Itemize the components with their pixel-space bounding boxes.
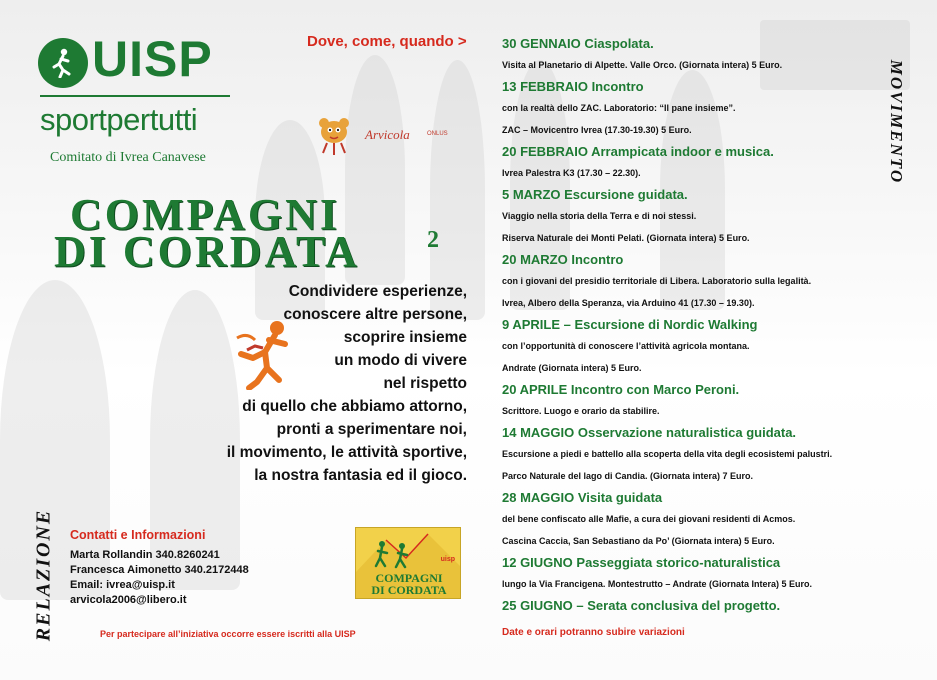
title-line-1: COMPAGNI	[70, 190, 341, 239]
schedule-event	[502, 488, 932, 552]
event-title: 12 GIUGNO Passeggiata storico-naturalistica	[502, 555, 781, 570]
schedule-heading: Dove, come, quando >	[307, 33, 467, 50]
uisp-logo-icon	[38, 38, 88, 88]
schedule-event	[502, 423, 932, 487]
event-title: 14 MAGGIO Osservazione naturalistica guidata.	[502, 425, 797, 440]
side-word-relazione: RELAZIONE	[32, 508, 55, 642]
intro-line: di quello che abbiamo attorno,	[242, 398, 467, 415]
contacts-title: Contatti e Informazioni	[70, 528, 206, 542]
contact-email[interactable]: Email: ivrea@uisp.it	[70, 579, 175, 591]
event-title: 20 FEBBRAIO Arrampicata indoor e musica.	[502, 144, 774, 159]
event-detail: con la realtà dello ZAC. Laboratorio: “Il pane insieme”.	[502, 103, 736, 113]
event-detail: lungo la Via Francigena. Montestrutto – Andrate (Giornata Intera) 5 Euro.	[502, 579, 813, 589]
intro-line: la nostra fantasia ed il gioco.	[254, 467, 467, 484]
intro-line: conoscere altre persone,	[283, 306, 467, 323]
event-detail: Riserva Naturale dei Monti Pelati. (Giornata intera) 5 Euro.	[502, 233, 750, 243]
intro-line: nel rispetto	[383, 375, 467, 392]
schedule-event	[502, 142, 932, 184]
badge-uisp: uisp	[440, 556, 455, 563]
event-title: 30 GENNAIO Ciaspolata.	[502, 36, 654, 51]
membership-note: Per partecipare all’iniziativa occorre essere iscritti alla UISP	[100, 629, 356, 639]
schedule-event	[502, 596, 932, 616]
event-detail: Ivrea Palestra K3 (17.30 – 22.30).	[502, 168, 641, 178]
arvicola-onlus: ONLUS	[427, 131, 448, 137]
contact-phone: Francesca Aimonetto 340.2172448	[70, 564, 249, 576]
contact-email[interactable]: arvicola2006@libero.it	[70, 594, 187, 606]
schedule-list	[502, 34, 932, 617]
schedule-event	[502, 185, 932, 249]
event-detail: Escursione a piedi e battello alla scoperta della vita degli ecosistemi palustri.	[502, 449, 833, 459]
event-detail: con l’opportunità di conoscere l’attività agricola montana.	[502, 341, 750, 351]
intro-text	[187, 280, 467, 487]
schedule-note: Date e orari potranno subire variazioni	[502, 627, 685, 638]
event-title: 28 MAGGIO Visita guidata	[502, 490, 663, 505]
project-badge	[355, 527, 461, 599]
event-title: 20 MARZO Incontro	[502, 252, 624, 267]
arvicola-logo	[315, 117, 460, 162]
logo-uisp-text: UISP	[92, 31, 213, 87]
event-title: 25 GIUGNO – Serata conclusiva del progetto.	[502, 598, 781, 613]
event-title: 5 MARZO Escursione guidata.	[502, 187, 688, 202]
event-detail: Cascina Caccia, San Sebastiano da Po’ (Giornata intera) 5 Euro.	[502, 536, 775, 546]
intro-line: scoprire insieme	[343, 329, 467, 346]
arvicola-name: Arvicola	[365, 127, 410, 142]
logo-divider	[40, 95, 230, 97]
intro-line: il movimento, le attività sportive,	[226, 444, 467, 461]
event-title: 13 FEBBRAIO Incontro	[502, 79, 644, 94]
event-detail: Viaggio nella storia della Terra e di noi stessi.	[502, 211, 697, 221]
schedule-event	[502, 315, 932, 379]
title-line-2: DI CORDATA	[54, 227, 360, 276]
logo-comitato: Comitato di Ivrea Canavese	[50, 150, 206, 165]
badge-text	[360, 572, 458, 596]
event-detail: Parco Naturale del lago di Candia. (Giornata intera) 7 Euro.	[502, 471, 754, 481]
event-detail: ZAC – Movicentro Ivrea (17.30-19.30) 5 Euro.	[502, 125, 692, 135]
schedule-event	[502, 77, 932, 141]
event-detail: Andrate (Giornata intera) 5 Euro.	[502, 363, 642, 373]
event-detail: del bene confiscato alle Mafie, a cura dei giovani residenti di Acmos.	[502, 514, 796, 524]
event-detail: Visita al Planetario di Alpette. Valle Orco. (Giornata intera) 5 Euro.	[502, 60, 783, 70]
schedule-event	[502, 553, 932, 595]
event-detail: Ivrea, Albero della Speranza, via Arduino 41 (17.30 – 19.30).	[502, 298, 755, 308]
runner-icon	[50, 48, 74, 78]
intro-line: pronti a sperimentare noi,	[276, 421, 467, 438]
title-superscript: 2	[427, 227, 439, 253]
contact-phone: Marta Rollandin 340.8260241	[70, 549, 220, 561]
schedule-event	[502, 380, 932, 422]
event-title: 9 APRILE – Escursione di Nordic Walking	[502, 317, 758, 332]
intro-line: Condividere esperienze,	[288, 283, 467, 300]
event-detail: Scrittore. Luogo e orario da stabilire.	[502, 406, 660, 416]
schedule-event	[502, 250, 932, 314]
badge-line-2: DI CORDATA	[371, 583, 447, 597]
event-detail: con i giovani del presidio territoriale di Libera. Laboratorio sulla legalità.	[502, 276, 812, 286]
schedule-event	[502, 34, 932, 76]
badge-line-1: COMPAGNI	[375, 571, 443, 585]
contacts-block	[70, 528, 249, 608]
mouse-mascot-icon	[315, 117, 353, 157]
event-title: 20 APRILE Incontro con Marco Peroni.	[502, 382, 740, 397]
intro-line: un modo di vivere	[334, 352, 467, 369]
logo-sportpertutti: sportpertutti	[40, 102, 198, 137]
side-word-movimento: MOVIMENTO	[887, 59, 906, 185]
